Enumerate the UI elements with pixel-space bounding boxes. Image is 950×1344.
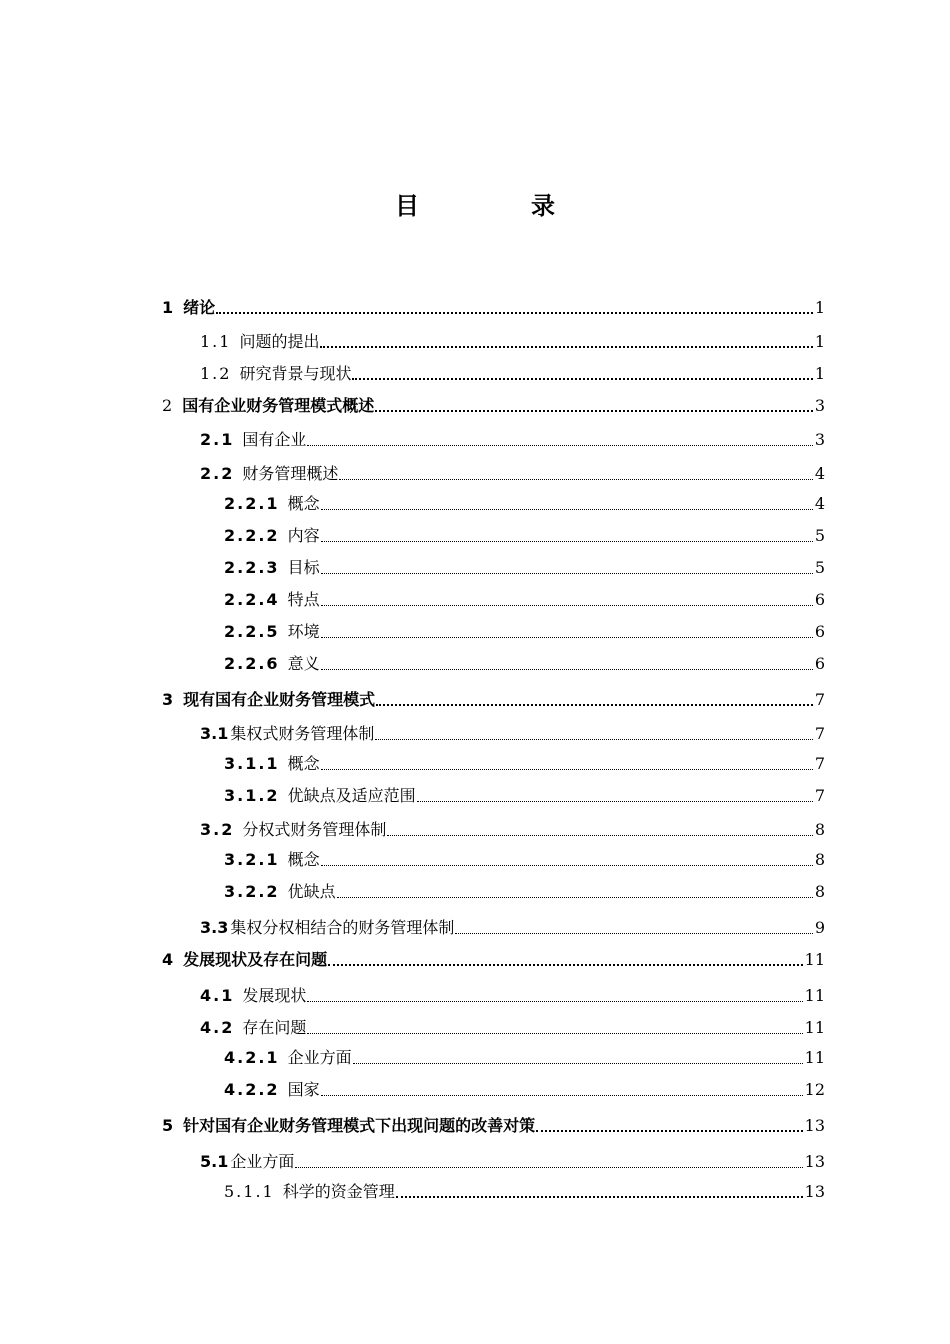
dot-leader: [216, 312, 813, 314]
toc-entry-number: 4.2: [200, 1018, 235, 1037]
toc-entry-title: 优缺点: [287, 882, 336, 901]
toc-entry[interactable]: [224, 522, 825, 546]
dot-leader: [320, 346, 812, 348]
page-title: 目 录: [395, 192, 599, 220]
toc-entry-title: 研究背景与现状: [239, 364, 352, 383]
dot-leader: [375, 410, 813, 412]
toc-entry-number: 1.2: [200, 364, 232, 383]
toc-entry-page-number: 7: [814, 690, 825, 709]
dot-leader: [536, 1130, 802, 1132]
toc-entry-title: 国有企业财务管理模式概述: [182, 396, 375, 415]
toc-entry-number: 1: [162, 298, 176, 317]
toc-entry-page-number: 13: [804, 1152, 825, 1171]
toc-entry-number: 4: [162, 950, 176, 969]
toc-entry-page-number: 3: [814, 430, 825, 449]
toc-entry[interactable]: [200, 1014, 825, 1038]
toc-entry-title: 针对国有企业财务管理模式下出现问题的改善对策: [183, 1116, 536, 1135]
toc-entry[interactable]: [162, 686, 825, 710]
toc-entry-page-number: 7: [814, 754, 825, 773]
toc-entry-page-number: 8: [814, 850, 825, 869]
toc-entry-number: 2.2: [200, 464, 235, 483]
toc-entry-title: 发展现状及存在问题: [183, 950, 328, 969]
dot-leader: [307, 1033, 802, 1034]
toc-entry-page-number: 8: [814, 820, 825, 839]
dot-leader: [328, 964, 802, 966]
toc-entry-title: 优缺点及适应范围: [287, 786, 416, 805]
dot-leader: [396, 1196, 803, 1198]
toc-entry-title: 概念: [287, 494, 320, 513]
dot-leader: [321, 1095, 803, 1096]
toc-entry-title: 概念: [287, 754, 320, 773]
toc-entry-number: 3.1.1: [224, 754, 280, 773]
dot-leader: [321, 509, 813, 510]
toc-entry-page-number: 9: [814, 918, 825, 937]
toc-entry-page-number: 7: [814, 786, 825, 805]
toc-entry-number: 2.2.5: [224, 622, 280, 641]
toc-entry-title: 科学的资金管理: [282, 1182, 395, 1201]
toc-entry-title: 环境: [287, 622, 320, 641]
toc-entry-title: 概念: [287, 850, 320, 869]
toc-entry-title: 分权式财务管理体制: [242, 820, 387, 839]
toc-entry-number: 3.1: [200, 724, 229, 743]
dot-leader: [417, 801, 813, 802]
toc-entry-title: 企业方面: [287, 1048, 352, 1067]
toc-entry[interactable]: [200, 328, 825, 352]
toc-entry-number: 4.1: [200, 986, 235, 1005]
toc-entry-number: 2.2.4: [224, 590, 280, 609]
toc-entry-title: 问题的提出: [239, 332, 320, 351]
dot-leader: [307, 1001, 802, 1002]
toc-entry-title: 现有国有企业财务管理模式: [183, 690, 376, 709]
toc-entry-page-number: 6: [814, 622, 825, 641]
dot-leader: [321, 605, 813, 606]
dot-leader: [321, 637, 813, 638]
toc-entry-page-number: 6: [814, 654, 825, 673]
toc-entry-number: 5.1.1: [224, 1182, 275, 1201]
toc-entry-number: 2: [162, 396, 175, 415]
dot-leader: [353, 1063, 803, 1064]
toc-entry[interactable]: [224, 650, 825, 674]
toc-entry[interactable]: [224, 490, 825, 514]
toc-entry-page-number: 1: [814, 298, 825, 317]
toc-entry-title: 国家: [287, 1080, 320, 1099]
toc-entry-number: 2.2.3: [224, 558, 280, 577]
toc-entry[interactable]: [224, 782, 825, 806]
toc-entry-page-number: 11: [804, 950, 825, 969]
toc-entry-number: 4.2.1: [224, 1048, 280, 1067]
toc-entry[interactable]: [162, 294, 825, 318]
toc-entry[interactable]: [162, 392, 825, 416]
dot-leader: [455, 933, 812, 934]
toc-entry[interactable]: [224, 878, 825, 902]
toc-entry-number: 3.1.2: [224, 786, 280, 805]
toc-entry-page-number: 5: [814, 558, 825, 577]
toc-entry[interactable]: [224, 750, 825, 774]
toc-entry-page-number: 12: [804, 1080, 825, 1099]
toc-entry[interactable]: [200, 360, 825, 384]
toc-entry-number: 2.2.1: [224, 494, 280, 513]
dot-leader: [321, 865, 813, 866]
toc-entry-title: 特点: [287, 590, 320, 609]
dot-leader: [321, 769, 813, 770]
toc-entry-title: 集权分权相结合的财务管理体制: [230, 918, 455, 937]
toc-entry-page-number: 1: [814, 364, 825, 383]
toc-entry-page-number: 8: [814, 882, 825, 901]
toc-entry[interactable]: [200, 720, 825, 744]
dot-leader: [339, 479, 812, 480]
toc-entry[interactable]: [162, 946, 825, 970]
toc-entry-title: 存在问题: [242, 1018, 307, 1037]
toc-entry-number: 2.2.2: [224, 526, 280, 545]
toc-entry-title: 集权式财务管理体制: [230, 724, 375, 743]
toc-entry-number: 2.1: [200, 430, 235, 449]
toc-entry-title: 目标: [287, 558, 320, 577]
toc-entry-title: 财务管理概述: [242, 464, 339, 483]
toc-entry[interactable]: [224, 1178, 825, 1202]
toc-entry-page-number: 1: [814, 332, 825, 351]
toc-entry[interactable]: [224, 1076, 825, 1100]
toc-entry-title: 绪论: [183, 298, 216, 317]
toc-entry-title: 内容: [287, 526, 320, 545]
dot-leader: [376, 704, 813, 706]
toc-entry-page-number: 13: [804, 1182, 825, 1201]
toc-entry[interactable]: [162, 1112, 825, 1136]
toc-entry[interactable]: [224, 554, 825, 578]
toc-entry[interactable]: [224, 846, 825, 870]
toc-entry-number: 2.2.6: [224, 654, 280, 673]
toc-entry-number: 3.3: [200, 918, 229, 937]
toc-entry-title: 企业方面: [230, 1152, 295, 1171]
toc-entry-number: 3.2: [200, 820, 235, 839]
toc-entry[interactable]: [224, 618, 825, 642]
toc-entry-number: 3.2.2: [224, 882, 280, 901]
toc-entry-page-number: 4: [814, 464, 825, 483]
toc-entry-page-number: 4: [814, 494, 825, 513]
toc-entry-page-number: 11: [804, 1048, 825, 1067]
toc-entry-number: 3.2.1: [224, 850, 280, 869]
toc-entry-number: 5: [162, 1116, 176, 1135]
toc-entry-page-number: 11: [804, 986, 825, 1005]
dot-leader: [375, 739, 812, 740]
toc-entry-page-number: 11: [804, 1018, 825, 1037]
toc-entry-title: 发展现状: [242, 986, 307, 1005]
toc-entry[interactable]: [200, 982, 825, 1006]
toc-entry-page-number: 13: [804, 1116, 825, 1135]
toc-entry[interactable]: [200, 816, 825, 840]
toc-entry-number: 3: [162, 690, 176, 709]
toc-entry-title: 意义: [287, 654, 320, 673]
toc-entry-number: 4.2.2: [224, 1080, 280, 1099]
toc-entry[interactable]: [200, 1148, 825, 1172]
toc-entry-number: 1.1: [200, 332, 232, 351]
toc-entry[interactable]: [200, 914, 825, 938]
toc-entry[interactable]: [200, 426, 825, 450]
toc-entry-title: 国有企业: [242, 430, 307, 449]
toc-entry-page-number: 7: [814, 724, 825, 743]
dot-leader: [295, 1167, 802, 1168]
toc-entry-page-number: 3: [814, 396, 825, 415]
toc-entry-page-number: 6: [814, 590, 825, 609]
dot-leader: [352, 378, 812, 380]
toc-entry-number: 5.1: [200, 1152, 229, 1171]
dot-leader: [307, 445, 812, 446]
dot-leader: [321, 541, 813, 542]
dot-leader: [337, 897, 813, 898]
toc-entry[interactable]: [224, 1044, 825, 1068]
dot-leader: [387, 835, 812, 836]
dot-leader: [321, 573, 813, 574]
dot-leader: [321, 669, 813, 670]
toc-entry[interactable]: [224, 586, 825, 610]
toc-entry[interactable]: [200, 460, 825, 484]
toc-entry-page-number: 5: [814, 526, 825, 545]
